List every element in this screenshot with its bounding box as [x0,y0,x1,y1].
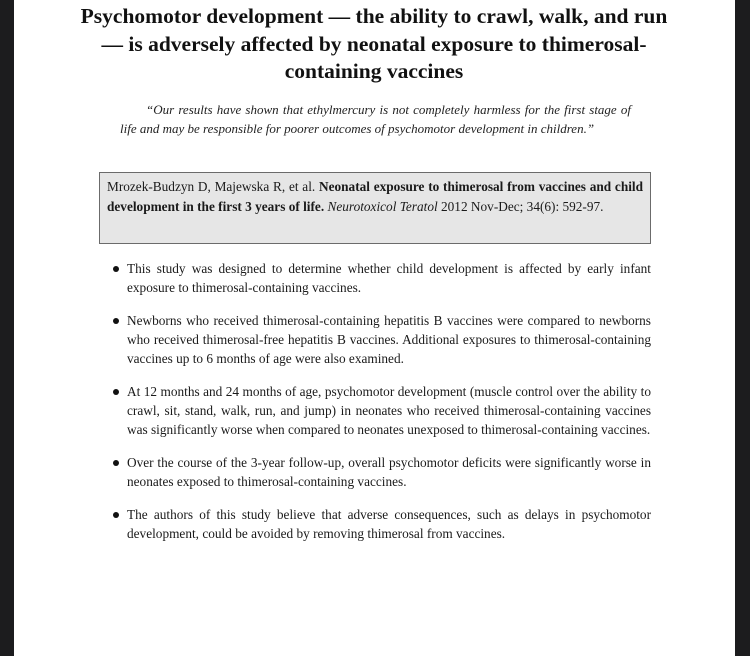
bullet-icon [113,512,119,518]
list-item-text: Newborns who received thimerosal-containing hepatitis B vaccines were compared to newborns who received thimerosal-free hepatitis B vaccines. Additional exposures to thimerosal-containing vaccines up to 6 months of age were also examined. [127,313,651,366]
pull-quote: “Our results have shown that ethylmercury is not completely harmless for the first stage of life and may be responsible for poorer outcomes of psychomotor development in children.” [120,102,631,136]
list-item-text: At 12 months and 24 months of age, psychomotor development (muscle control over the ability to crawl, sit, stand, walk, run, and jump) in neonates who received thimerosal-containing vaccines was significantly worse when compared to neonates unexposed to thimerosal-containing vaccines. [127,384,651,437]
list-item-text: This study was designed to determine whether child development is affected by early infant exposure to thimerosal-containing vaccines. [127,261,651,295]
bullet-icon [113,266,119,272]
list-item [111,259,651,297]
citation-journal: Neurotoxicol Teratol [327,198,438,214]
bullet-icon [113,389,119,395]
list-item-text: Over the course of the 3-year follow-up, overall psychomotor deficits were significantly worse in neonates exposed to thimerosal-containing vaccines. [127,455,651,489]
list-item [111,453,651,491]
citation-article-title: Neonatal exposure to thimerosal from vaccines and child development in the first 3 years of life. [107,179,643,214]
page-title: Psychomotor development — the ability to crawl, walk, and run — is adversely affected by neonatal exposure to thimerosal-containing vaccines [80,4,668,83]
bullet-icon [113,318,119,324]
list-item [111,311,651,368]
list-item-text: The authors of this study believe that adverse consequences, such as delays in psychomotor development, could be avoided by removing thimerosal from vaccines. [127,507,651,541]
citation-authors: Mrozek-Budzyn D, Majewska R, et al. [107,179,316,194]
citation-details: 2012 Nov-Dec; 34(6): 592-97. [441,198,604,214]
bullet-icon [113,460,119,466]
findings-list [111,259,651,557]
list-item [111,505,651,543]
citation-box [99,172,651,244]
document-page [14,0,735,656]
list-item [111,382,651,439]
